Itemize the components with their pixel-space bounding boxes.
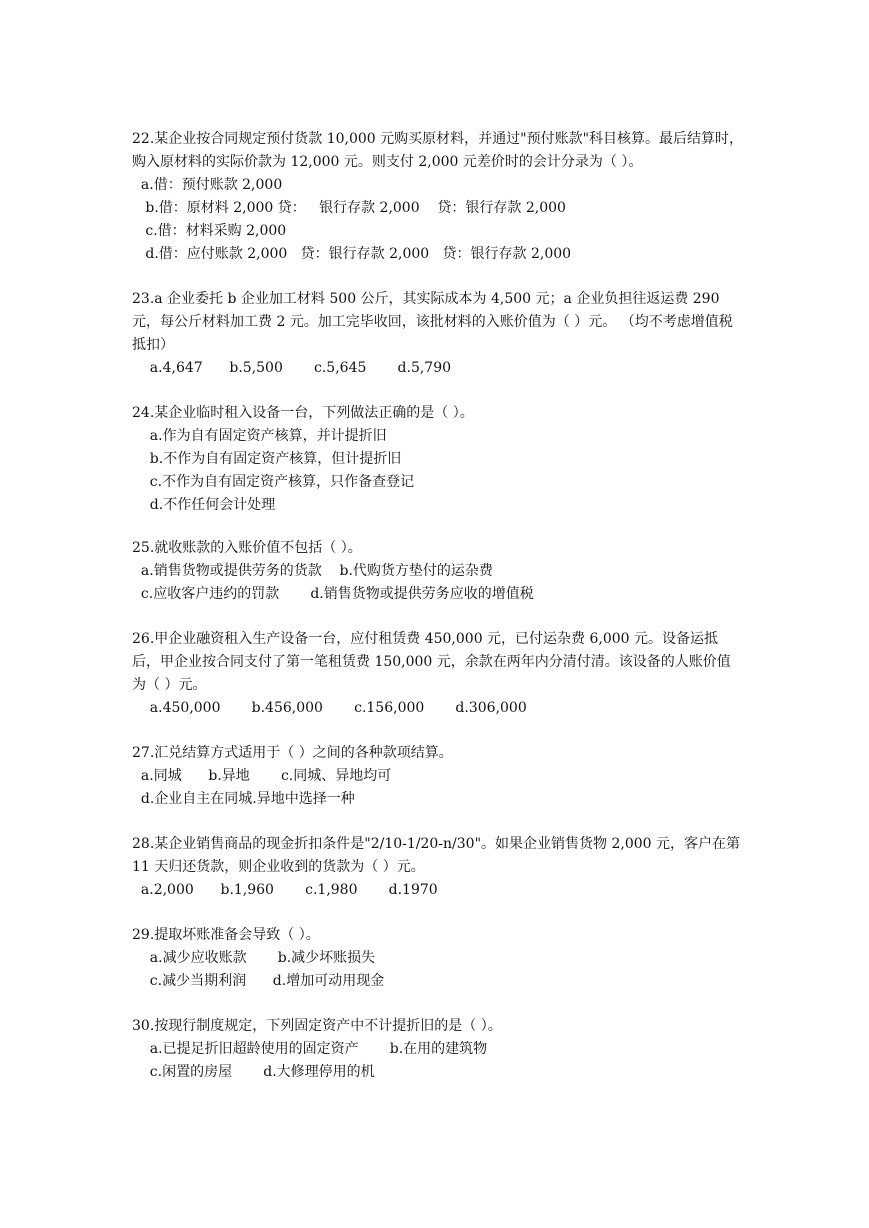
- question-26: [132, 628, 744, 720]
- question-stem: 28.某企业销售商品的现金折扣条件是"2/10-1/20-n/30"。如果企业销售货物 2,000 元，客户在第 11 天归还货款，则企业收到的货款为（ ）元。: [132, 836, 741, 875]
- option-line: d.不作任何会计处理: [132, 497, 276, 513]
- option-line: c.应收客户违约的罚款 d.销售货物或提供劳务应收的增值税: [132, 586, 534, 602]
- option-line: b.借：原材料 2,000 贷： 银行存款 2,000 贷：银行存款 2,000: [132, 200, 566, 216]
- option-line: d.借：应付账款 2,000 贷：银行存款 2,000 贷：银行存款 2,000: [132, 246, 572, 262]
- question-stem: 25.就收账款的入账价值不包括（ ）。: [132, 540, 362, 556]
- question-stem: 26.甲企业融资租入生产设备一台，应付租赁费 450,000 元，已付运杂费 6,000 元。设备运抵后，甲企业按合同支付了第一笔租赁费 150,000 元，余款在两年内分清付清。该设备的人账价值为（ ）元。: [132, 631, 731, 693]
- question-30: [132, 1015, 744, 1084]
- option-line: a.450,000 b.456,000 c.156,000 d.306,000: [132, 700, 527, 716]
- option-line: a.销售货物或提供劳务的货款 b.代购货方垫付的运杂费: [132, 563, 493, 579]
- question-27: [132, 742, 744, 811]
- option-line: d.企业自主在同城.异地中选择一种: [132, 791, 355, 807]
- option-line: c.闲置的房屋 d.大修理停用的机: [132, 1064, 375, 1080]
- option-line: c.减少当期利润 d.增加可动用现金: [132, 973, 385, 989]
- question-24: [132, 402, 744, 517]
- option-line: a.作为自有固定资产核算，并计提折旧: [132, 428, 387, 444]
- question-stem: 30.按现行制度规定，下列固定资产中不计提折旧的是（ ）。: [132, 1018, 502, 1034]
- option-line: a.已提足折旧超龄使用的固定资产 b.在用的建筑物: [132, 1041, 488, 1057]
- option-line: a.2,000 b.1,960 c.1,980 d.1970: [132, 882, 438, 898]
- question-29: [132, 924, 744, 993]
- question-22: [132, 128, 744, 266]
- option-line: c.借：材料采购 2,000: [132, 223, 287, 239]
- question-stem: 22.某企业按合同规定预付货款 10,000 元购买原材料，并通过"预付账款"科目核算。最后结算时，购入原材料的实际价款为 12,000 元。则支付 2,000 元差价时的会计分录为（ ）。: [132, 131, 744, 170]
- option-line: a.同城 b.异地 c.同城、异地均可: [132, 768, 392, 784]
- question-stem: 24.某企业临时租入设备一台，下列做法正确的是（ ）。: [132, 405, 474, 421]
- option-line: c.不作为自有固定资产核算，只作备查登记: [132, 474, 415, 490]
- option-line: b.不作为自有固定资产核算，但计提折旧: [132, 451, 402, 467]
- question-stem: 27.汇兑结算方式适用于（ ）之间的各种款项结算。: [132, 745, 453, 761]
- option-line: a.借：预付账款 2,000: [132, 177, 283, 193]
- question-stem: 29.提取坏账准备会导致（ ）。: [132, 927, 320, 943]
- question-28: [132, 833, 744, 902]
- option-line: a.减少应收账款 b.减少坏账损失: [132, 950, 376, 966]
- option-line: a.4,647 b.5,500 c.5,645 d.5,790: [132, 360, 452, 376]
- question-25: [132, 537, 744, 606]
- question-stem: 23.a 企业委托 b 企业加工材料 500 公斤，其实际成本为 4,500 元；a 企业负担往返运费 290 元，每公斤材料加工费 2 元。加工完毕收回，该批材料的入账价值为（ ）元。 （均不考虑增值税抵扣）: [132, 291, 733, 353]
- question-23: [132, 288, 744, 380]
